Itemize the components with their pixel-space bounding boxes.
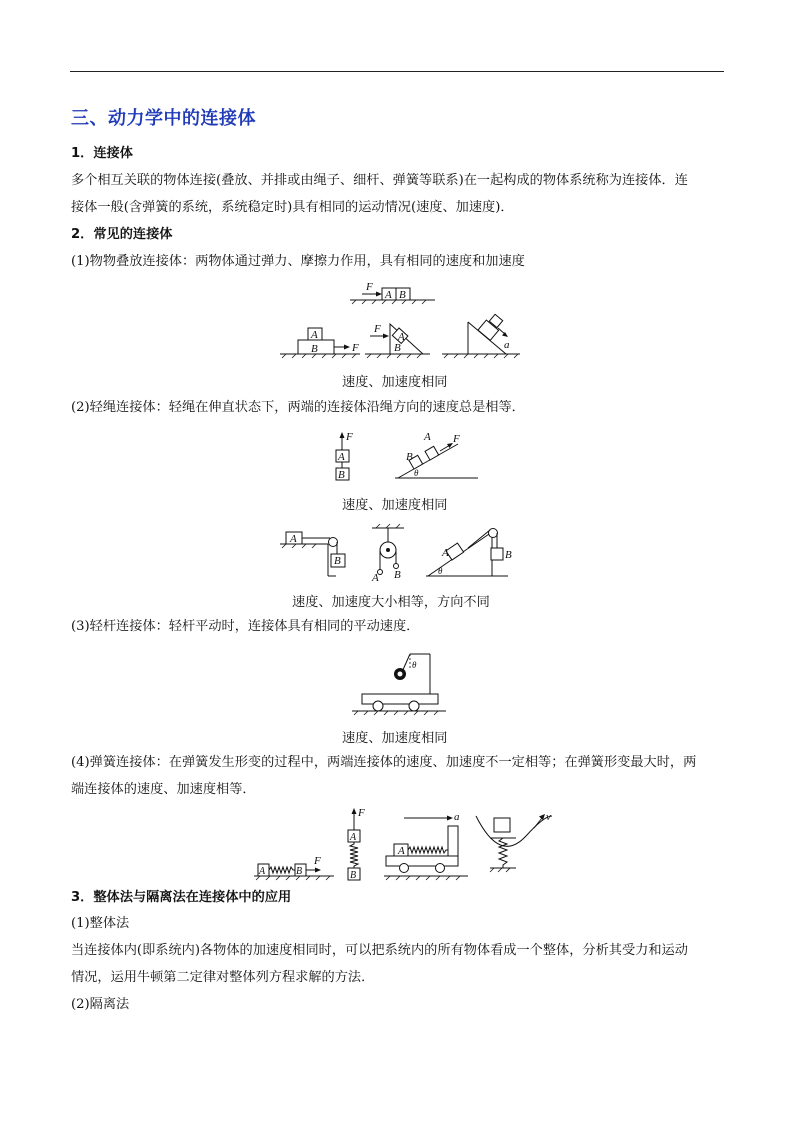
- fig1-stacked-blocks: [280, 328, 360, 358]
- fig5-label-v: v: [546, 811, 551, 823]
- fig1-label-B: B: [399, 289, 406, 301]
- fig1-label-F: F: [366, 281, 373, 293]
- fig5-horizontal-spring: [254, 855, 334, 880]
- fig5-bowl-spring: [476, 811, 552, 872]
- fig3-label-B3: B: [505, 549, 512, 561]
- fig5-label-B: B: [296, 866, 303, 877]
- fig5-cart-spring: [384, 811, 468, 880]
- fig3-label-A: A: [290, 533, 297, 545]
- caption-stacked: 速度、加速度相同: [342, 375, 448, 390]
- fig1-label-B2: B: [311, 343, 318, 355]
- sub-whole-method: (1)整体法: [71, 916, 130, 931]
- fig5-label-A3: A: [398, 845, 405, 857]
- fig3-hanging-pulley: [371, 524, 404, 584]
- fig3-label-B2: B: [394, 569, 401, 581]
- header-rule: [70, 71, 724, 72]
- whole-method-line-2: 情况，运用牛顿第二定律对整体列方程求解的方法．: [71, 970, 375, 985]
- fig2-label-A2: A: [424, 431, 431, 443]
- fig4-label-theta: θ: [412, 660, 417, 670]
- fig3-label-B: B: [334, 555, 341, 567]
- section-title: 三、动力学中的连接体: [71, 108, 256, 129]
- fig1-incline-stack: [442, 314, 520, 358]
- fig2-incline-pair: [395, 431, 478, 478]
- definition-line-1: 多个相互关联的物体连接(叠放、并排或由绳子、细杆、弹簧等联系)在一起构成的物体系统称为连接体．连: [71, 173, 688, 188]
- fig1-label-B3: B: [394, 342, 401, 354]
- figure-stacked-bodies: [270, 278, 530, 362]
- fig3-table-pulley: [280, 532, 345, 576]
- caption-rope-pulleys: 速度、加速度大小相等，方向不同: [292, 595, 490, 610]
- fig3-incline-pulley: [426, 529, 512, 577]
- figure-spring-bodies: [254, 806, 564, 882]
- heading-whole-isolation: 3．整体法与隔离法在连接体中的应用: [71, 890, 292, 905]
- heading-common-types: 2．常见的连接体: [71, 227, 173, 242]
- fig2-label-theta: θ: [414, 468, 419, 478]
- fig1-label-F3: F: [374, 323, 381, 335]
- item-spring-line-1: (4)弹簧连接体：在弹簧发生形变的过程中，两端连接体的速度、加速度不一定相等；在弹簧形变最大时，两: [71, 755, 697, 770]
- fig1-label-a: a: [504, 339, 510, 351]
- fig5-label-F2: F: [358, 807, 365, 819]
- fig2-label-A: A: [338, 451, 345, 463]
- fig1-side-by-side: [350, 281, 435, 304]
- figure-rod-cart: [350, 650, 450, 716]
- whole-method-line-1: 当连接体内(即系统内)各物体的加速度相同时，可以把系统内的所有物体看成一个整体，分析其受力和运动: [71, 943, 688, 958]
- sub-isolation-method: (2)隔离法: [71, 997, 130, 1012]
- figure-rope-pulleys: [276, 526, 526, 584]
- fig5-label-a: a: [454, 811, 460, 823]
- fig1-label-A: A: [385, 289, 392, 301]
- fig1-label-F2: F: [352, 342, 359, 354]
- item-spring-line-2: 端连接体的速度、加速度相等．: [71, 782, 256, 797]
- caption-rope-same: 速度、加速度相同: [342, 498, 448, 513]
- item-stacked: (1)物物叠放连接体：两物体通过弹力、摩擦力作用，具有相同的速度和加速度: [71, 254, 525, 269]
- fig5-label-A: A: [259, 866, 266, 877]
- fig2-label-F2: F: [453, 433, 460, 445]
- item-rope: (2)轻绳连接体：轻绳在伸直状态下，两端的连接体沿绳方向的速度总是相等．: [71, 400, 525, 415]
- caption-rod: 速度、加速度相同: [342, 731, 448, 746]
- fig5-label-F: F: [314, 855, 321, 867]
- fig2-label-B: B: [338, 469, 345, 481]
- fig1-label-A3: A: [398, 331, 405, 343]
- figure-rope-same-acceleration: [320, 428, 480, 486]
- item-rod: (3)轻杆连接体：轻杆平动时，连接体具有相同的平动速度．: [71, 619, 420, 634]
- fig3-label-A3: A: [442, 547, 449, 559]
- fig1-wedge-push: [365, 323, 430, 358]
- fig1-label-A2: A: [311, 329, 318, 341]
- fig2-label-F: F: [346, 431, 353, 443]
- definition-line-2: 接体一般(含弹簧的系统，系统稳定时)具有相同的运动情况(速度、加速度)．: [71, 200, 514, 215]
- fig2-vertical-pair: [336, 431, 353, 481]
- fig5-vertical-spring: [348, 807, 365, 881]
- fig5-label-B2: B: [350, 870, 357, 881]
- heading-connected-body: 1．连接体: [71, 146, 133, 161]
- fig5-label-A2: A: [350, 832, 357, 843]
- fig2-label-B2: B: [406, 451, 413, 463]
- fig3-label-theta: θ: [438, 566, 443, 576]
- fig3-label-A2: A: [372, 572, 379, 584]
